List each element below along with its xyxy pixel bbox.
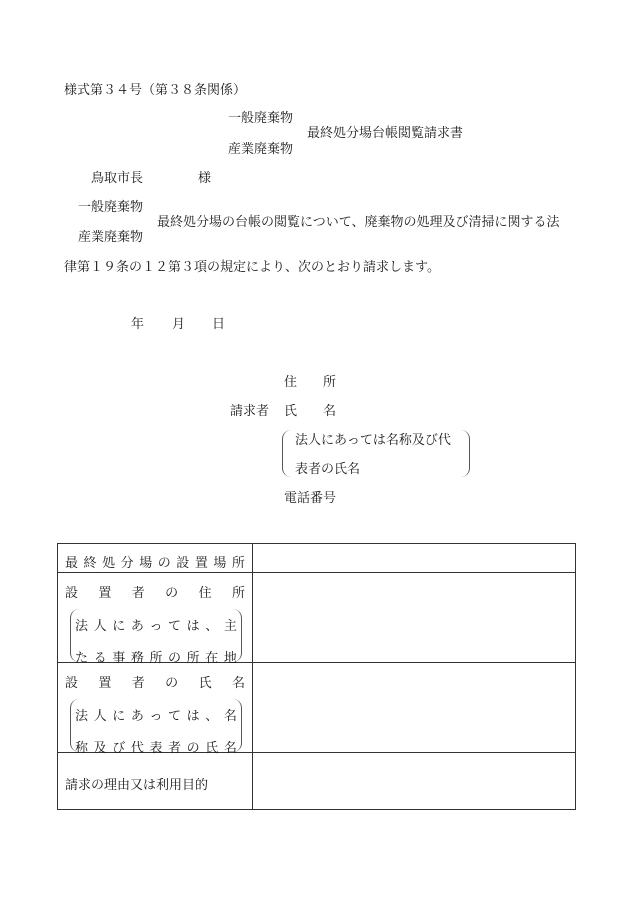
table-row [58, 663, 576, 753]
site-location-label: 最 終 処 分 場 の 設 置 場 所 [65, 556, 245, 571]
site-location-label-cell [58, 544, 253, 573]
requester-label: 請求者 [230, 404, 270, 419]
addressee-honorific: 様 [198, 171, 212, 186]
request-reason-label: 請求の理由又は利用目的 [65, 778, 209, 793]
installer-name-note-line-2: 称 及 び 代 表 者 の 氏 名 [75, 741, 237, 756]
installer-address-input-cell[interactable] [253, 573, 576, 663]
requester-name-char-1: 氏 [284, 404, 298, 419]
requester-corp-note-line-1: 法人にあっては名称及び代 [295, 433, 451, 448]
body-line-1: 最終処分場の台帳の閲覧について、廃棄物の処理及び清掃に関する法 [157, 215, 560, 230]
installer-name-note-line-1: 法 人 に あ っ て は 、 名 [75, 709, 237, 724]
date-month-label: 月 [172, 317, 186, 332]
request-reason-label-cell [58, 753, 253, 810]
date-year-label: 年 [131, 317, 145, 332]
body-waste-type-industrial: 産業廃棄物 [78, 230, 144, 245]
installer-address-label: 設 置 者 の 住 所 [65, 586, 245, 601]
requester-name-char-2: 名 [323, 404, 337, 419]
table-row [58, 753, 576, 810]
table-row [58, 573, 576, 663]
installer-name-label-cell [58, 663, 253, 756]
table-row [58, 544, 576, 573]
installer-name-note [70, 699, 242, 756]
installer-address-note-line-2: た る 事 務 所 の 所 在 地 [75, 651, 237, 666]
final-disposal-site-table [57, 543, 576, 810]
installer-address-label-cell [58, 573, 253, 666]
document-title: 最終処分場台帳閲覧請求書 [307, 126, 464, 141]
installer-name-label: 設 置 者 の 氏 名 [65, 676, 245, 691]
installer-name-note-bracket [70, 699, 242, 752]
request-reason-input-cell[interactable] [253, 753, 576, 810]
addressee-name: 鳥取市長 [91, 171, 144, 186]
installer-address-note-line-1: 法 人 に あ っ て は 、 主 [75, 619, 237, 634]
waste-type-industrial-label: 産業廃棄物 [228, 142, 294, 157]
date-day-label: 日 [212, 317, 226, 332]
body-waste-type-general: 一般廃棄物 [78, 200, 144, 215]
waste-type-general-label: 一般廃棄物 [228, 111, 294, 126]
requester-address-char-2: 所 [323, 375, 337, 390]
form-number: 様式第３４号（第３８条関係） [64, 83, 247, 98]
requester-address-char-1: 住 [284, 375, 298, 390]
requester-phone-label: 電話番号 [284, 491, 337, 506]
requester-corp-note-line-2: 表者の氏名 [295, 462, 361, 477]
site-location-input-cell[interactable] [253, 544, 576, 573]
installer-address-note-bracket [70, 609, 242, 662]
installer-address-note [70, 609, 242, 666]
body-line-2: 律第１９条の１２第３項の規定により、次のとおり請求します。 [64, 260, 440, 275]
installer-name-input-cell[interactable] [253, 663, 576, 753]
